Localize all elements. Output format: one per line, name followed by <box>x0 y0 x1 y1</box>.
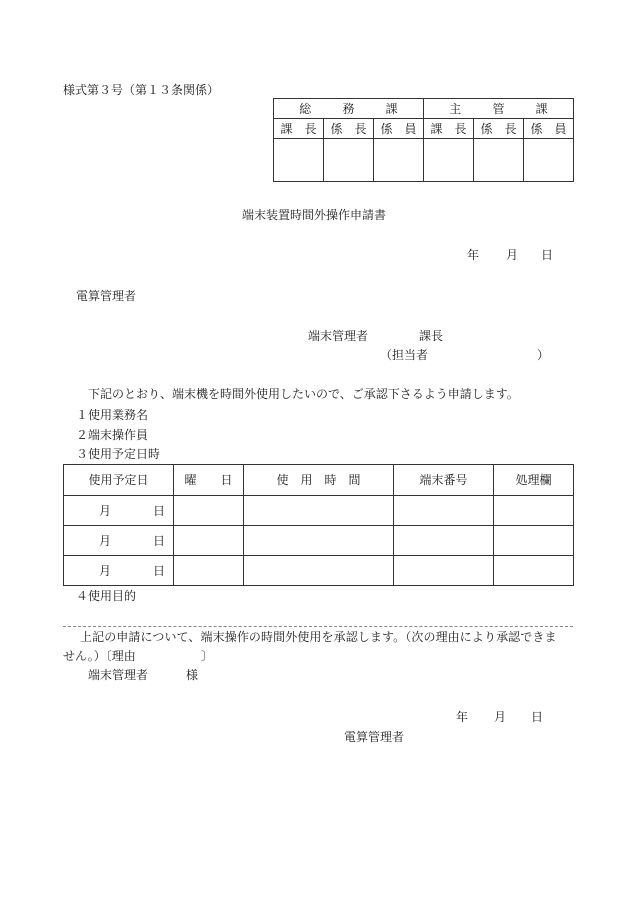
schedule-processing-cell[interactable] <box>494 556 574 586</box>
schedule-header: 使 用 時 間 <box>244 465 394 496</box>
form-reference: 様式第３号（第１３条関係） <box>63 83 220 97</box>
schedule-header: 処理欄 <box>494 465 574 496</box>
stamp-role: 係 長 <box>324 119 374 139</box>
stamp-role: 係 長 <box>474 119 524 139</box>
applicant-manager-label: 端末管理者 <box>308 329 369 343</box>
document-title: 端末装置時間外操作申請書 <box>242 208 387 222</box>
schedule-weekday-cell[interactable] <box>174 556 244 586</box>
approval-date-month: 月 <box>494 710 507 724</box>
stamp-group-general-affairs: 総 務 課 <box>274 99 424 119</box>
item-business-name: １使用業務名 <box>76 408 149 422</box>
schedule-date-cell[interactable]: 月 日 <box>64 496 174 526</box>
date-year: 年 <box>467 248 480 262</box>
stamp-role: 係 員 <box>374 119 424 139</box>
schedule-weekday-cell[interactable] <box>174 496 244 526</box>
approval-text-line2: せん。）〔理由 <box>63 649 136 663</box>
schedule-terminal-cell[interactable] <box>394 496 494 526</box>
section-divider <box>63 626 573 627</box>
stamp-role: 課 長 <box>274 119 324 139</box>
approval-addressee: 端末管理者 <box>88 668 149 682</box>
applicant-staff-open: （担当者 <box>380 348 429 362</box>
schedule-weekday-cell[interactable] <box>174 526 244 556</box>
stamp-seal-box[interactable] <box>274 139 324 182</box>
approval-date-day: 日 <box>531 710 544 724</box>
schedule-time-cell[interactable] <box>244 556 394 586</box>
item-purpose: ４使用目的 <box>76 589 137 603</box>
stamp-role: 係 員 <box>524 119 574 139</box>
schedule-date-cell[interactable]: 月 日 <box>64 526 174 556</box>
approval-date-year: 年 <box>456 710 469 724</box>
approval-stamp-table <box>273 98 574 182</box>
schedule-time-cell[interactable] <box>244 496 394 526</box>
schedule-header: 使用予定日 <box>64 465 174 496</box>
approval-text-line1: 上記の申請について、端末操作の時間外使用を承認します。（次の理由により承認できま <box>80 630 557 644</box>
intro-text: 下記のとおり、端末機を時間外使用したいので、ご承認下さるよう申請します。 <box>88 387 519 401</box>
stamp-role: 課 長 <box>424 119 474 139</box>
schedule-row <box>64 556 574 586</box>
applicant-staff-close: ） <box>537 348 550 362</box>
schedule-header: 端末番号 <box>394 465 494 496</box>
item-scheduled-datetime: ３使用予定日時 <box>76 447 161 461</box>
schedule-processing-cell[interactable] <box>494 496 574 526</box>
schedule-terminal-cell[interactable] <box>394 556 494 586</box>
schedule-table <box>63 464 574 586</box>
schedule-row <box>64 526 574 556</box>
schedule-header: 曜 日 <box>174 465 244 496</box>
item-terminal-operator: ２端末操作員 <box>76 428 149 442</box>
schedule-time-cell[interactable] <box>244 526 394 556</box>
date-day: 日 <box>541 248 554 262</box>
approval-honorific: 様 <box>186 668 199 682</box>
schedule-terminal-cell[interactable] <box>394 526 494 556</box>
approval-reason-close: 〕 <box>201 649 214 663</box>
schedule-row <box>64 496 574 526</box>
stamp-seal-box[interactable] <box>424 139 474 182</box>
stamp-seal-box[interactable] <box>524 139 574 182</box>
stamp-seal-box[interactable] <box>374 139 424 182</box>
schedule-processing-cell[interactable] <box>494 526 574 556</box>
stamp-group-supervising: 主 管 課 <box>424 99 574 119</box>
schedule-date-cell[interactable]: 月 日 <box>64 556 174 586</box>
stamp-seal-box[interactable] <box>474 139 524 182</box>
stamp-seal-box[interactable] <box>324 139 374 182</box>
date-month: 月 <box>506 248 519 262</box>
addressee: 電算管理者 <box>76 289 137 303</box>
approval-signer: 電算管理者 <box>344 730 405 744</box>
applicant-section-chief-label: 課長 <box>419 329 444 343</box>
